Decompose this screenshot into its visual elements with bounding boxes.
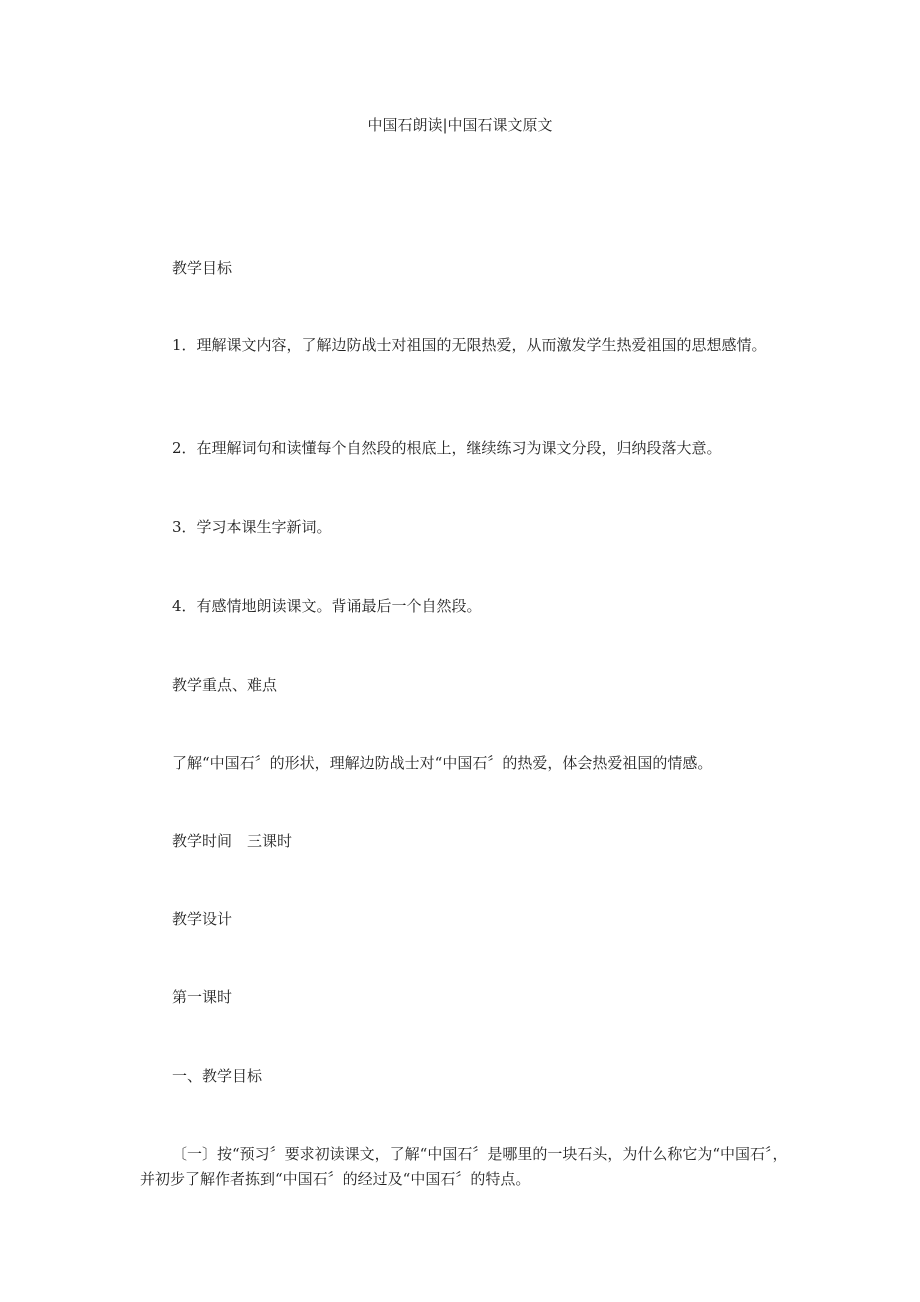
heading-key-points: 教学重点、难点	[172, 676, 278, 694]
heading-teaching-goals: 教学目标	[172, 259, 233, 277]
teaching-time: 教学时间 三课时	[172, 832, 293, 850]
goal-item-2: 2．在理解词句和读懂每个自然段的根底上，继续练习为课文分段，归纳段落大意。	[172, 439, 722, 457]
goal-item-4: 4．有感情地朗读课文。背诵最后一个自然段。	[172, 597, 482, 615]
goal-item-1: 1．理解课文内容，了解边防战士对祖国的无限热爱，从而激发学生热爱祖国的思想感情。	[172, 336, 767, 354]
goal-item-3: 3．学习本课生字新词。	[172, 518, 332, 536]
heading-teaching-design: 教学设计	[172, 910, 233, 928]
heading-first-lesson: 第一课时	[172, 988, 233, 1006]
document-title: 中国石朗读|中国石课文原文	[367, 116, 553, 134]
section-one-item-1: 〔一〕按“预习〞要求初读课文，了解“中国石〞是哪里的一块石头，为什么称它为“中国石〞，并初步了解作者拣到“中国石〞的经过及“中国石〞的特点。	[140, 1145, 788, 1188]
key-points-text: 了解“中国石〞的形状，理解边防战士对“中国石〞的热爱，体会热爱祖国的情感。	[172, 754, 713, 772]
section-one-heading: 一、教学目标	[172, 1067, 263, 1085]
